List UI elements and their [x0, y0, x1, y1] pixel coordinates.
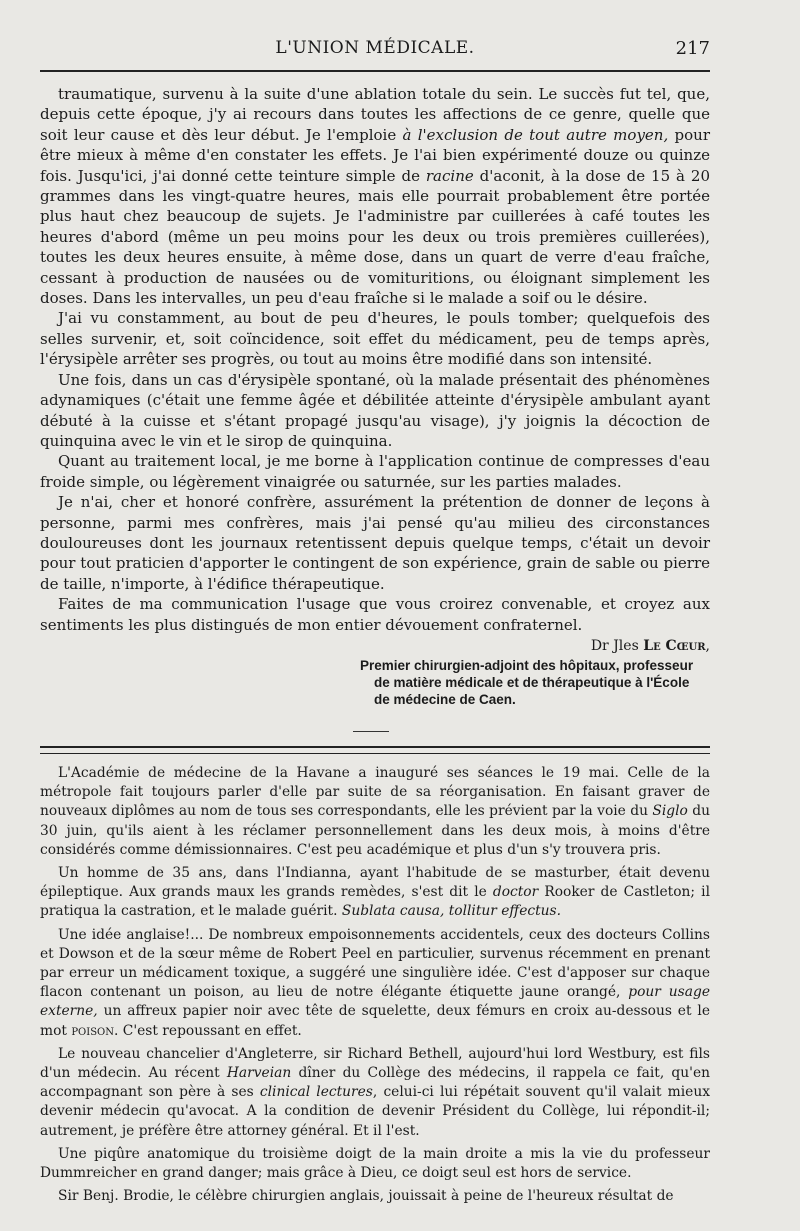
- italic-text: Siglo: [652, 803, 688, 820]
- paragraph: Sir Benj. Brodie, le célèbre chirurgien anglais, jouissait à peine de l'heureux résultat de: [58, 1188, 674, 1205]
- paragraph: traumatique, survenu à la suite d'une ablation totale du sein. Le succès fut tel, que, depuis cette époque, j'y ai recours dans toutes les affections de ce genre, quelle que soit leur cause et dès leur début. Je l'emploie à l'exclusion de tout autre moyen, pour être mieux à même d'en constater les effets. Je l'ai bien expérimenté douze ou quinze fois. Jusqu'ici, j'ai donné cette teinture simple de racine d'aconit, à la dose de 15 à 20 grammes dans les vingt-quatre heures, mais elle pourrait probablement être portée plus haut chez beaucoup de sujets. Je l'administre par cuillerées à café toutes les heures d'abord (même un peu moins pour les deux ou trois premières cuillerées), toutes les deux heures ensuite, à même dose, dans un quart de verre d'eau fraîche, cessant à production de nausées ou de vomituritions, ou éloignant simplement les doses. Dans les intervalles, un peu d'eau fraîche si le malade a soif ou le désire.: [40, 85, 710, 308]
- paragraph: Faites de ma communication l'usage que vous croirez convenable, et croyez aux sentiments les plus distingués de mon entier dévouement confraternel.: [40, 595, 710, 634]
- paragraph: Une fois, dans un cas d'érysipèle spontané, où la malade présentait des phénomènes adynamiques (c'était une femme âgée et débilitée atteinte d'érysipèle ambulant ayant débuté à la cuisse et s'étant propagé jusqu'au visage), j'y joignis la décoction de quinquina avec le vin et le sirop de quinquina.: [40, 370, 710, 450]
- header-rule: [40, 70, 710, 72]
- italic-text: doctor: [492, 884, 539, 901]
- italic-text: Sublata causa, tollitur effectus.: [341, 903, 561, 920]
- signature-title-line: Premier chirurgien-adjoint des hôpitaux, professeur: [360, 658, 694, 673]
- paragraph: J'ai vu constamment, au bout de peu d'heures, le pouls tomber; quelquefois des selles survenir, et, soit coïncidence, soit effet du médicament, peu de temps après, l'érysipèle arrêter ses progrès, ou tout au moins être modifié dans son intensité.: [40, 309, 710, 369]
- italic-text: pour usage externe,: [40, 984, 710, 1020]
- small-caps-text: poison: [71, 1022, 115, 1039]
- paragraph: Je n'ai, cher et honoré confrère, assurément la prétention de donner de leçons à personne, parmi mes confrères, mais j'ai pensé qu'au milieu des circonstances douloureuses dont les journaux retentissent depuis quelque temps, c'était un devoir pour tout praticien d'apporter le contingent de son expérience, grain de sable ou pierre de taille, n'importe, à l'édifice thérapeutique.: [40, 493, 710, 593]
- paragraph: Une idée anglaise!... De nombreux empoisonnements accidentels, ceux des docteurs Collins et Dowson et de la sœur même de Robert Peel en particulier, survenus récemment en prenant par erreur un médicament toxique, a suggéré une singulière idée. C'est d'apposer sur chaque flacon contenant un poison, au lieu de notre élégante étiquette jaune orangé, pour usage externe, un affreux papier noir avec tête de squelette, deux fémurs en croix au-dessous et le mot poison. C'est repoussant en effet.: [40, 926, 710, 1039]
- page-number: 217: [675, 38, 710, 59]
- italic-text: racine: [425, 166, 474, 185]
- letter-body: [40, 84, 710, 635]
- signature-rule: [353, 731, 389, 732]
- italic-text: à l'exclusion de tout autre moyen,: [402, 125, 669, 144]
- signature-title: [360, 657, 710, 708]
- signature-block: [40, 638, 710, 708]
- news-section: [40, 764, 710, 1210]
- signature-name: Dr Jles Le Cœur,: [590, 638, 710, 654]
- signature-title-line: de médecine de Caen.: [374, 692, 516, 707]
- page-header: [40, 38, 710, 62]
- paragraph: Quant au traitement local, je me borne à l'application continue de compresses d'eau froide simple, ou légèrement vinaigrée ou saturnée, sur les parties malades.: [40, 452, 710, 491]
- signature-surname: Le Cœur: [643, 638, 706, 654]
- italic-text: Harveian: [226, 1065, 292, 1082]
- running-title: L'UNION MÉDICALE.: [275, 38, 475, 58]
- signature-title-line: de matière médicale et de thérapeutique à l'École: [374, 675, 690, 690]
- paragraph: Un homme de 35 ans, dans l'Indianna, ayant l'habitude de se masturber, était devenu épileptique. Aux grands maux les grands remèdes, s'est dit le doctor Rooker de Castleton; il pratiqua la castration, et le malade guérit. Sublata causa, tollitur effectus.: [40, 865, 710, 920]
- paragraph: Une piqûre anatomique du troisième doigt de la main droite a mis la vie du professeur Dummreicher en grand danger; mais grâce à Dieu, ce doigt seul est hors de service.: [40, 1145, 710, 1182]
- section-divider: [40, 746, 710, 754]
- paragraph: L'Académie de médecine de la Havane a inauguré ses séances le 19 mai. Celle de la métropole fait toujours parler d'elle par suite de sa réorganisation. En faisant graver de nouveaux diplômes au nom de tous ses correspondants, elle les prévient par la voie du Siglo du 30 juin, qu'ils aient à les réclamer personnellement dans les deux mois, à moins d'être considérés comme démissionnaires. C'est peu académique et plus d'un s'y trouvera pris.: [40, 765, 710, 858]
- signature-prefix: Dr Jles: [590, 638, 639, 654]
- italic-text: clinical lectures: [259, 1084, 373, 1101]
- paragraph: Le nouveau chancelier d'Angleterre, sir Richard Bethell, aujourd'hui lord Westbury, est fils d'un médecin. Au récent Harveian dîner du Collège des médecins, il rappela ce fait, qu'en accompagnant son père à ses clinical lectures, celui-ci lui répétait souvent qu'il valait mieux devenir médecin qu'avocat. A la condition de devenir Président du Collège, lui répondit-il; autrement, je préfère être attorney général. Et il l'est.: [40, 1045, 710, 1139]
